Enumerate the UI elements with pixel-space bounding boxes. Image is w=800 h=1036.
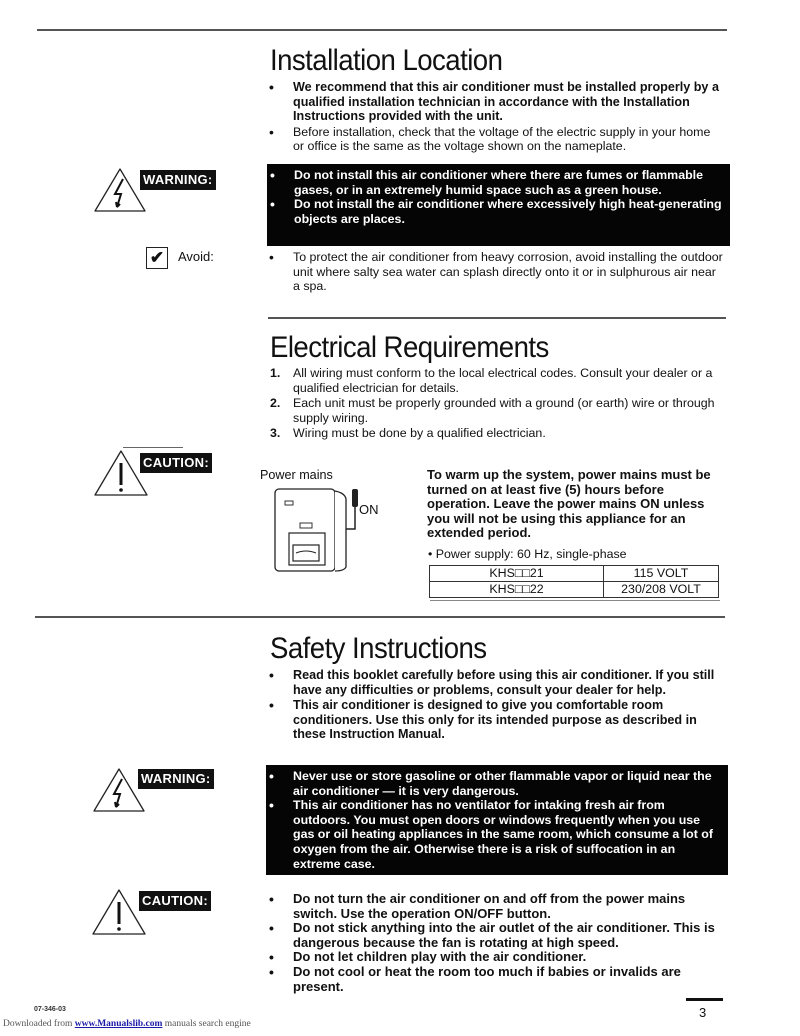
warning-bullet: • Do not install the air conditioner where excessively high heat-generating objects are places. bbox=[269, 197, 724, 226]
section-rule bbox=[268, 317, 726, 319]
bullet: • bbox=[428, 547, 436, 561]
warning-bullet: • Never use or store gasoline or other flammable vapor or liquid near the air conditioner — it is very dangerous. bbox=[268, 769, 722, 798]
section-rule-bottom-short bbox=[430, 600, 720, 601]
power-mains-switch-illustration bbox=[270, 485, 360, 575]
electrical-title: Electrical Requirements bbox=[270, 331, 549, 364]
caution-bullet: • Do not stick anything into the air outlet of the air conditioner. This is dangerous because the fan is rotating at high speed. bbox=[268, 921, 728, 950]
safety-caution-bullets bbox=[268, 892, 728, 994]
download-banner: Downloaded from www.Manualslib.com manuals search engine bbox=[3, 1019, 251, 1029]
caution-warmup-text: To warm up the system, power mains must be turned on at least five (5) hours before operation. Leave the power mains ON unless you will not be using this appliance for an extended period. bbox=[427, 467, 711, 541]
voltage-cell: 230/208 VOLT bbox=[604, 582, 719, 598]
safety-title: Safety Instructions bbox=[270, 632, 487, 665]
requirement-item: 3. Wiring must be done by a qualified electrician. bbox=[270, 426, 546, 441]
manualslib-link[interactable]: www.Manualslib.com bbox=[74, 1019, 163, 1029]
voltage-spec-table bbox=[429, 565, 719, 598]
warning-badge: WARNING: bbox=[140, 170, 216, 190]
installation-bullets bbox=[268, 80, 723, 154]
document-code: 07-346-03 bbox=[34, 1006, 66, 1013]
caution-bullet: • Do not cool or heat the room too much if babies or invalids are present. bbox=[268, 965, 728, 994]
voltage-cell: 115 VOLT bbox=[604, 566, 719, 582]
avoid-bullets bbox=[268, 250, 723, 294]
electric-warning-icon bbox=[93, 167, 147, 213]
requirement-item: 2. Each unit must be properly grounded with a ground (or earth) wire or through supply wiring. bbox=[270, 396, 715, 425]
safety-bullets bbox=[268, 668, 723, 742]
on-label: ON bbox=[359, 502, 379, 517]
table-row bbox=[430, 566, 719, 582]
table-row bbox=[430, 582, 719, 598]
electrical-requirements-list bbox=[270, 366, 730, 441]
requirement-item: 1. All wiring must conform to the local electrical codes. Consult your dealer or a qualified electrician for details. bbox=[270, 366, 713, 395]
section-rule bbox=[35, 616, 725, 618]
safety-bullet: • Read this booklet carefully before using this air conditioner. If you still have any difficulties or problems, consult your dealer for help. bbox=[268, 668, 723, 697]
model-cell: KHS□□21 bbox=[430, 566, 604, 582]
top-rule bbox=[37, 29, 727, 31]
installation-title: Installation Location bbox=[270, 44, 503, 77]
installation-bullet: • We recommend that this air conditioner must be installed properly by a qualified installation technician in accordance with the Installation Instructions provided with the unit. bbox=[268, 80, 723, 124]
power-mains-label: Power mains bbox=[260, 468, 333, 482]
avoid-label: Avoid: bbox=[178, 249, 214, 264]
installation-bullet: • Before installation, check that the voltage of the electric supply in your home or office is the same as the voltage shown on the nameplate. bbox=[268, 125, 723, 154]
caution-badge: CAUTION: bbox=[139, 891, 211, 911]
warning-badge: WARNING: bbox=[138, 769, 214, 789]
model-cell: KHS□□22 bbox=[430, 582, 604, 598]
checkmark-icon: ✔ bbox=[146, 247, 168, 269]
caution-bullet: • Do not let children play with the air conditioner. bbox=[268, 950, 728, 965]
power-supply-note: • Power supply: 60 Hz, single-phase bbox=[428, 547, 627, 561]
safety-warning-box bbox=[266, 765, 728, 875]
caution-rule bbox=[123, 447, 183, 448]
caution-bullet: • Do not turn the air conditioner on and off from the power mains switch. Use the operation ON/OFF button. bbox=[268, 892, 728, 921]
safety-bullet: • This air conditioner is designed to give you comfortable room conditioners. Use this only for its intended purpose as described in these Instruction Manual. bbox=[268, 698, 723, 742]
warning-bullet: • Do not install this air conditioner where there are fumes or flammable gases, or in an extremely humid space such as a green house. bbox=[269, 168, 724, 197]
page-number-rule bbox=[686, 998, 723, 1001]
caution-badge: CAUTION: bbox=[140, 453, 212, 473]
page-number: 3 bbox=[699, 1005, 707, 1020]
avoid-bullet: • To protect the air conditioner from heavy corrosion, avoid installing the outdoor unit where salty sea water can splash directly onto it or in sulphurous air near a spa. bbox=[268, 250, 723, 294]
installation-warning-box bbox=[267, 164, 730, 246]
warning-bullet: • This air conditioner has no ventilator for intaking fresh air from outdoors. You must open doors or windows frequently when you use gas or oil heating appliances in the same room, which consume a lot of oxygen from the air. Otherwise there is a risk of suffocation in an extreme case. bbox=[268, 798, 722, 871]
